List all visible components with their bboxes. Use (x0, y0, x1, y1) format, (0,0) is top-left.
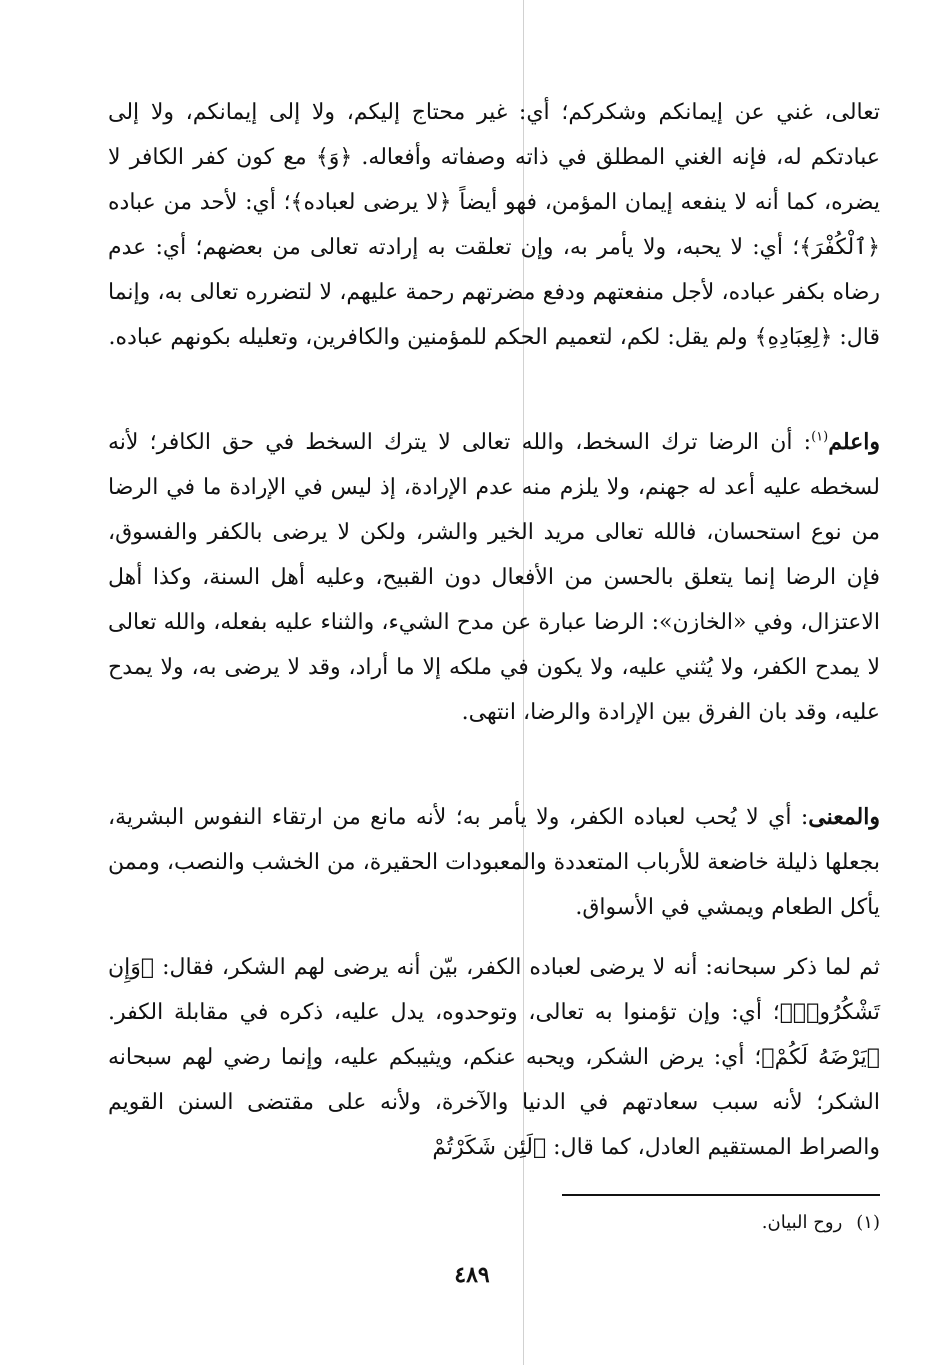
page-number: ٤٨٩ (454, 1262, 490, 1288)
paragraph-2-lead: واعلم (828, 429, 880, 455)
paragraph-4 (108, 945, 880, 1170)
paragraph-1-text: تعالى، غني عن إيمانكم وشكركم؛ أي: غير محتاج إليكم، ولا إلى إيمانكم، ولا إلى عبادتكم له، فإنه الغني المطلق في ذاته وصفاته وأفعاله. ﴿وَ﴾ مع كون كفر الكافر لا يضره، كما أنه لا ينفعه إيمان المؤمن، فهو أيضاً ﴿لا يرضى لعباده﴾؛ أي: لأحد من عباده ﴿ٱلْكُفْرَ﴾؛ أي: لا يحبه، ولا يأمر به، وإن تعلقت به إرادته تعالى من بعضهم؛ أي: عدم رضاه بكفر عباده، لأجل منفعتهم ودفع مضرتهم رحمة عليهم، لا لتضرره تعالى به، وإنما قال: ﴿لِعِبَادِهِ﴾ ولم يقل: لكم، لتعميم الحكم للمؤمنين والكافرين، وتعليله بكونهم عباده. (108, 100, 880, 350)
footnote-text: روح البيان. (761, 1212, 843, 1233)
paragraph-3 (108, 795, 880, 930)
footnote-divider (562, 1194, 880, 1196)
paragraph-1 (108, 90, 880, 360)
footnote-reference: (١) (811, 429, 829, 445)
paragraph-2 (108, 420, 880, 735)
paragraph-3-text: : أي لا يُحب لعباده الكفر، ولا يأمر به؛ لأنه مانع من ارتقاء النفوس البشرية، بجعلها ذليلة خاضعة للأرباب المتعددة والمعبودات الحقيرة، من الخشب والنصب، وممن يأكل الطعام ويمشي في الأسواق. (108, 805, 880, 920)
footnote (500, 1208, 880, 1238)
paragraph-4-text: ثم لما ذكر سبحانه: أنه لا يرضى لعباده الكفر، بيّن أنه يرضى لهم الشكر، فقال: ﴿وَإِن تَشْكُرُوا۟﴾؛ أي: وإن تؤمنوا به تعالى، وتوحدوه، يدل عليه، ذكره في مقابلة الكفر. ﴿يَرْضَهُ لَكُمْ﴾؛ أي: يرض الشكر، ويحبه عنكم، ويثيبكم عليه، وإنما رضي لهم سبحانه الشكر؛ لأنه سبب سعادتهم في الدنيا والآخرة، ولأنه على مقتضى السنن القويم والصراط المستقيم العادل، كما قال: ﴿لَئِن شَكَرْتُمْ (108, 955, 880, 1160)
footnote-number: (١) (856, 1212, 880, 1233)
paragraph-3-lead: والمعنى (808, 804, 880, 830)
paragraph-2-text: : أن الرضا ترك السخط، والله تعالى لا يترك السخط في حق الكافر؛ لأنه لسخطه عليه أعد له جهنم، ولا يلزم منه عدم الإرادة، إذ ليس في الإرادة ما في الرضا من نوع استحسان، فالله تعالى مريد الخير والشر، ولكن لا يرضى بالكفر والفسوق، فإن الرضا إنما يتعلق بالحسن من الأفعال دون القبيح، وعليه أهل السنة، وكذا أهل الاعتزال، وفي «الخازن»: الرضا عبارة عن مدح الشيء، والثناء عليه بفعله، والله تعالى لا يمدح الكفر، ولا يُثني عليه، ولا يكون في ملكه إلا ما أراد، وقد لا يرضى به، ولا يمدح عليه، وقد بان الفرق بين الإرادة والرضا، انتهى. (108, 430, 880, 725)
